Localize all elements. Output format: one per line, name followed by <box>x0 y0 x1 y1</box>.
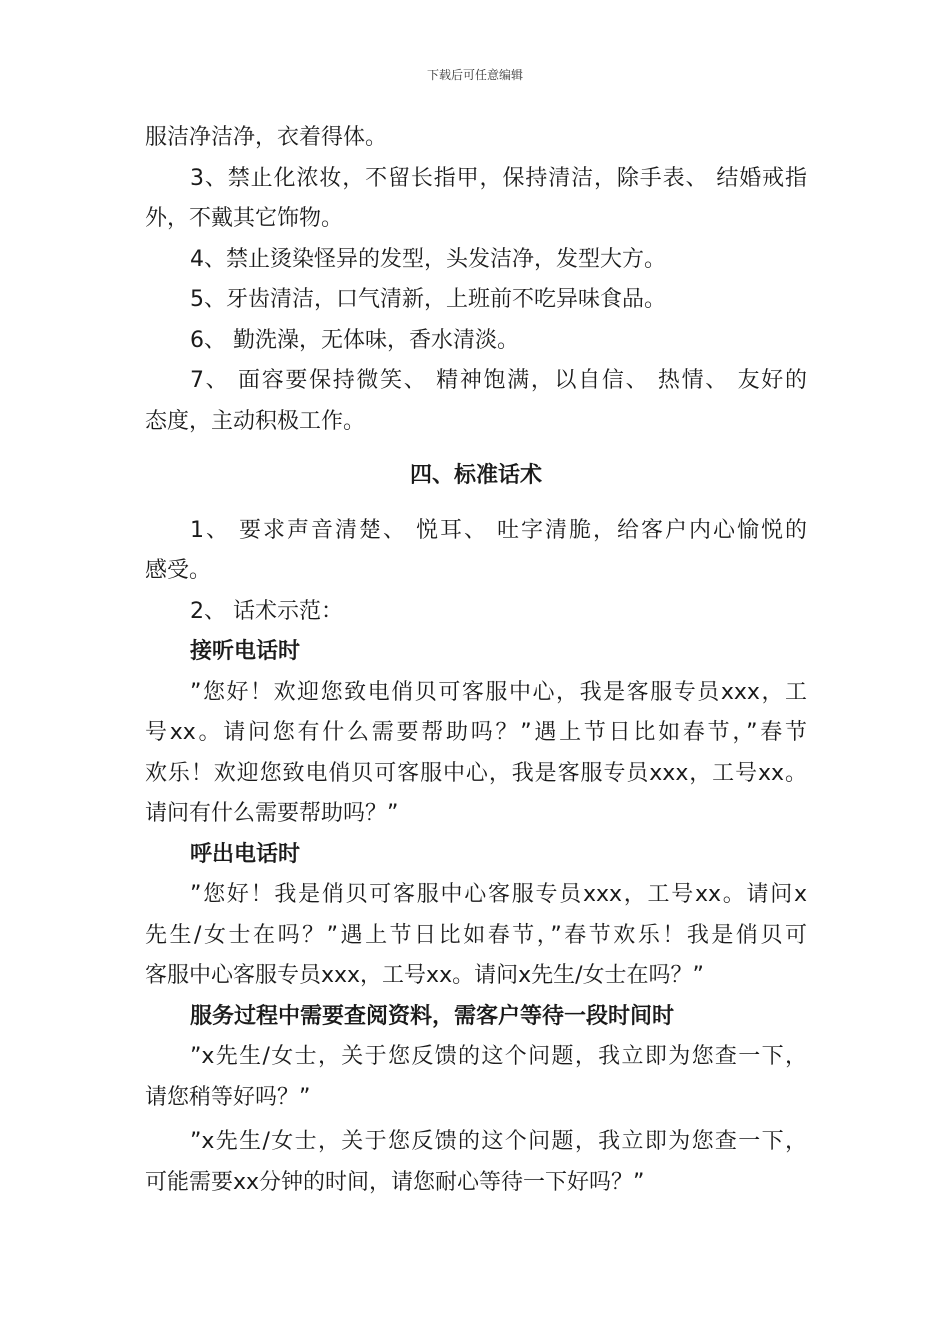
subheading: 呼出电话时 <box>190 841 301 867</box>
paragraph-line: ”x先生/女士，关于您反馈的这个问题，我立即为您查一下， <box>190 1129 807 1154</box>
paragraph-line: 外，不戴其它饰物。 <box>145 206 344 231</box>
paragraph-line: 态度，主动积极工作。 <box>145 408 366 434</box>
paragraph-line: 1、 要求声音清楚、 悦耳、 吐字清脆，给客户内心愉悦的 <box>190 517 807 543</box>
paragraph-line: 客服中心客服专员xxx，工号xx。请问x先生/女士在吗？” <box>145 963 704 988</box>
paragraph-line: 5、牙齿清洁，口气清新，上班前不吃异味食品。 <box>190 287 666 312</box>
paragraph-line: 2、 话术示范： <box>190 598 343 624</box>
paragraph-line: 请问有什么需要帮助吗？” <box>145 801 399 826</box>
paragraph-line: 先生/女士在吗？”遇上节日比如春节，”春节欢乐！我是俏贝可 <box>145 922 807 948</box>
paragraph-line: 号xx。请问您有什么需要帮助吗？”遇上节日比如春节，”春节 <box>145 720 807 745</box>
paragraph-line: 请您稍等好吗？” <box>145 1084 311 1110</box>
paragraph-line: 7、 面容要保持微笑、 精神饱满，以自信、 热情、 友好的 <box>190 368 807 393</box>
subheading: 服务过程中需要查阅资料，需客户等待一段时间时 <box>190 1003 675 1029</box>
section-title: 四、标准话术 <box>409 463 542 488</box>
paragraph-line: 4、禁止烫染怪异的发型，头发洁净，发型大方。 <box>190 246 666 272</box>
paragraph-line: 感受。 <box>145 558 212 583</box>
paragraph-line: ”x先生/女士，关于您反馈的这个问题，我立即为您查一下， <box>190 1044 807 1069</box>
paragraph-line: ”您好！我是俏贝可客服中心客服专员xxx，工号xx。请问x <box>190 882 807 907</box>
paragraph-line: 服洁净洁净，衣着得体。 <box>145 125 388 150</box>
paragraph-line: 可能需要xx分钟的时间，请您耐心等待一下好吗？” <box>145 1169 645 1195</box>
paragraph-line: ”您好！欢迎您致电俏贝可客服中心，我是客服专员xxx，工 <box>190 679 807 705</box>
paragraph-line: 3、禁止化浓妆，不留长指甲，保持清洁，除手表、 结婚戒指 <box>190 165 807 191</box>
page-header: 下载后可任意编辑 <box>426 68 523 82</box>
paragraph-line: 6、 勤洗澡，无体味，香水清淡。 <box>190 327 519 353</box>
subheading: 接听电话时 <box>190 639 301 664</box>
paragraph-line: 欢乐！欢迎您致电俏贝可客服中心，我是客服专员xxx，工号xx。 <box>145 760 807 786</box>
document-body <box>145 118 807 1203</box>
